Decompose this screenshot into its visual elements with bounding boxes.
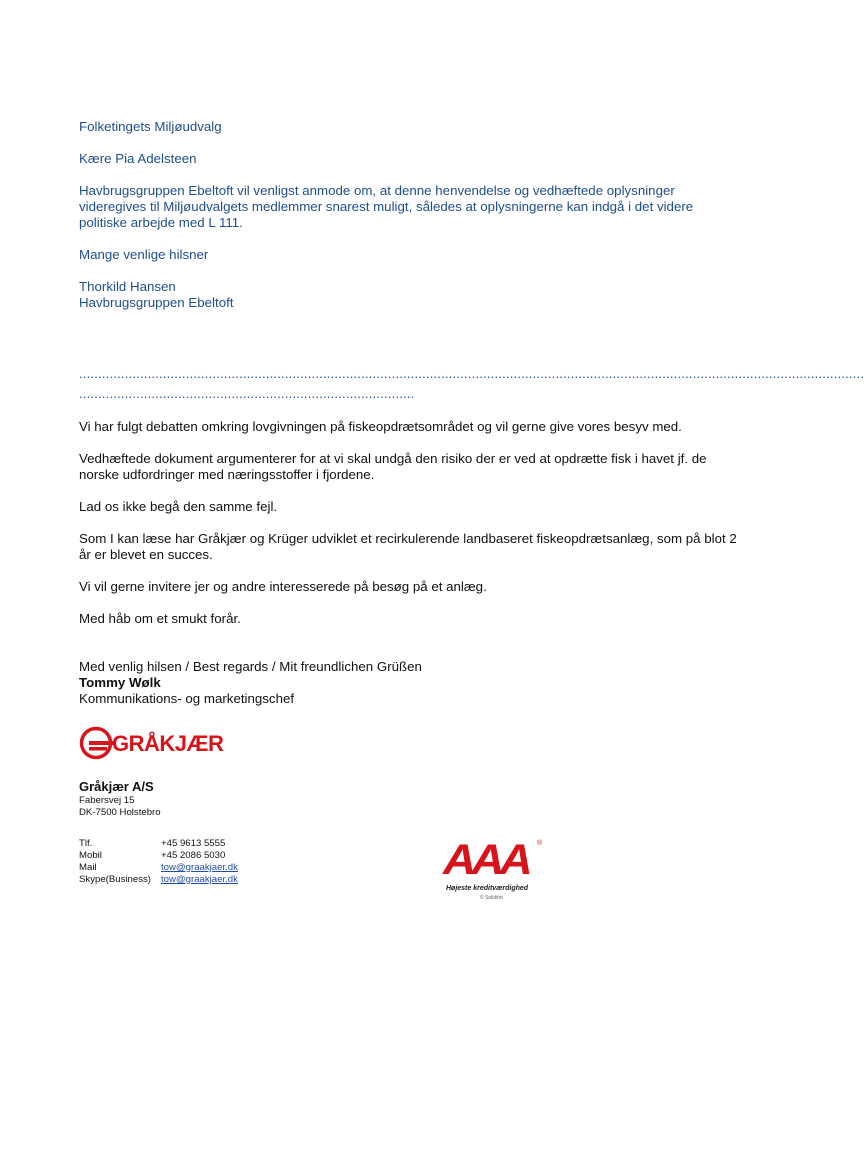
contact-info — [79, 838, 238, 886]
separator-line-2: ........................................................................................ — [79, 386, 415, 401]
mobile-value: +45 2086 5030 — [161, 850, 226, 861]
aaa-caption: Højeste kreditværdighed — [446, 885, 529, 892]
grakjaer-logo-icon — [79, 726, 113, 760]
contact-row — [79, 862, 238, 874]
message-paragraph: Med håb om et smukt forår. — [79, 611, 241, 626]
separator-line-1: .............................................................................................................................................................................................................. — [79, 366, 864, 381]
mail-link[interactable]: tow@graakjaer.dk — [161, 862, 238, 873]
signature-regards: Med venlig hilsen / Best regards / Mit freundlichen Grüßen — [79, 659, 422, 674]
message-paragraph: Som I kan læse har Gråkjær og Krüger udviklet et recirkulerende landbaseret fiskeopdrætsanlæg, som på blot 2 år er blevet en succes. — [79, 531, 737, 562]
contact-label: Mobil — [79, 850, 102, 861]
signature-title: Kommunikations- og marketingschef — [79, 691, 295, 706]
forward-note — [79, 119, 759, 311]
aaa-source: © Soliditet — [480, 895, 503, 901]
company-city: DK-7500 Holstebro — [79, 807, 161, 818]
contact-row — [79, 838, 238, 850]
contact-label: Tlf. — [79, 838, 93, 849]
company-address — [79, 779, 379, 819]
skype-link[interactable]: tow@graakjaer.dk — [161, 874, 238, 885]
message-paragraph: Lad os ikke begå den samme fejl. — [79, 499, 278, 514]
company-street: Fabersvej 15 — [79, 795, 135, 806]
registered-mark: ® — [537, 840, 543, 847]
message-paragraph: Vi har fulgt debatten omkring lovgivningen på fiskeopdrætsområdet og vil gerne give vores besyv med. — [79, 419, 682, 434]
recipient: Folketingets Miljøudvalg — [79, 119, 222, 134]
signature-block — [79, 659, 579, 707]
company-name: Gråkjær A/S — [79, 779, 154, 794]
message-body — [79, 419, 749, 627]
message-paragraph: Vi vil gerne invitere jer og andre interesserede på besøg på et anlæg. — [79, 579, 487, 594]
forward-sender-org: Havbrugsgruppen Ebeltoft — [79, 295, 234, 310]
contact-row — [79, 874, 238, 886]
contact-label: Skype(Business) — [79, 874, 151, 885]
greeting: Kære Pia Adelsteen — [79, 151, 197, 166]
aaa-letters: AAA — [443, 835, 528, 884]
message-paragraph: Vedhæftede dokument argumenterer for at vi skal undgå den risiko der er ved at opdrætte fisk i havet jf. de norske udfordringer med næringsstoffer i fjordene. — [79, 451, 707, 482]
phone-value: +45 9613 5555 — [161, 838, 226, 849]
forward-sender-name: Thorkild Hansen — [79, 279, 176, 294]
aaa-badge — [440, 835, 550, 908]
grakjaer-logo — [79, 726, 239, 760]
contact-label: Mail — [79, 862, 97, 873]
forward-closing: Mange venlige hilsner — [79, 247, 209, 262]
grakjaer-logo-text: GRÅKJÆR — [112, 731, 224, 756]
contact-row — [79, 850, 238, 862]
signature-name: Tommy Wølk — [79, 675, 161, 690]
forward-body: Havbrugsgruppen Ebeltoft vil venligst anmode om, at denne henvendelse og vedhæftede oplysninger videregives til Miljøudvalgets medlemmer snarest muligt, således at oplysningerne kan indgå i det videre politiske arbejde med L 111. — [79, 183, 694, 230]
